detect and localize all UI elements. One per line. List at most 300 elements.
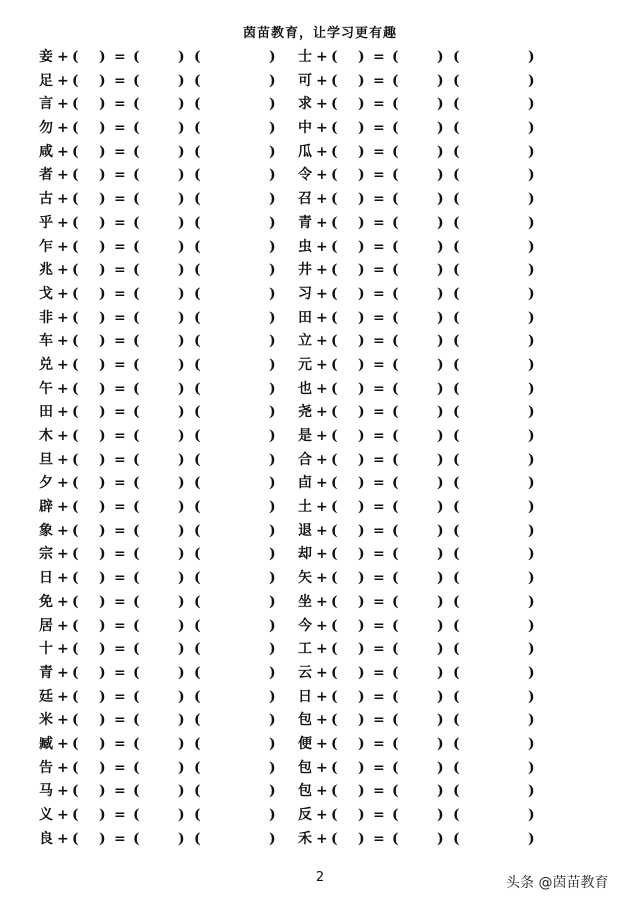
open-paren: (: [133, 262, 140, 279]
open-paren: (: [331, 759, 338, 776]
base-character: 田: [39, 404, 53, 421]
plus-sign: +: [57, 593, 69, 610]
open-paren: (: [133, 499, 140, 516]
equals-sign: =: [373, 262, 385, 279]
exercise-row: [39, 781, 289, 805]
equals-sign: =: [114, 475, 126, 492]
plus-sign: +: [57, 49, 69, 65]
exercise-row: [298, 758, 548, 782]
open-paren: (: [392, 759, 399, 776]
exercise-row: [39, 118, 289, 142]
open-paren: (: [194, 356, 201, 373]
plus-sign: +: [316, 72, 328, 89]
open-paren: (: [72, 191, 79, 208]
close-paren: ): [178, 238, 185, 255]
equals-sign: =: [114, 72, 126, 89]
equals-sign: =: [114, 356, 126, 373]
plus-sign: +: [57, 238, 69, 255]
open-paren: (: [392, 641, 399, 658]
close-paren: ): [269, 262, 276, 279]
open-paren: (: [453, 807, 460, 823]
close-paren: ): [269, 783, 276, 800]
open-paren: (: [331, 570, 338, 587]
equals-sign: =: [114, 380, 126, 397]
exercise-row: [39, 142, 289, 166]
close-paren: ): [99, 688, 106, 705]
base-character: 立: [298, 333, 312, 350]
base-character: 退: [298, 522, 312, 539]
equals-sign: =: [373, 688, 385, 705]
open-paren: (: [133, 428, 140, 444]
open-paren: (: [72, 72, 79, 89]
close-paren: ): [358, 285, 365, 302]
close-paren: ): [99, 807, 106, 823]
exercise-row: [298, 805, 548, 829]
close-paren: ): [269, 759, 276, 776]
exercise-row: [39, 47, 289, 71]
base-character: 咸: [39, 143, 53, 160]
open-paren: (: [133, 664, 140, 681]
close-paren: ): [178, 333, 185, 350]
base-character: 妾: [39, 49, 53, 65]
close-paren: ): [269, 333, 276, 350]
close-paren: ): [178, 428, 185, 444]
open-paren: (: [194, 712, 201, 729]
open-paren: (: [392, 428, 399, 444]
open-paren: (: [392, 593, 399, 610]
close-paren: ): [178, 72, 185, 89]
open-paren: (: [72, 735, 79, 752]
open-paren: (: [453, 735, 460, 752]
base-character: 田: [298, 309, 312, 326]
open-paren: (: [331, 167, 338, 184]
close-paren: ): [99, 499, 106, 516]
open-paren: (: [194, 309, 201, 326]
open-paren: (: [453, 688, 460, 705]
close-paren: ): [269, 664, 276, 681]
equals-sign: =: [373, 451, 385, 468]
open-paren: (: [194, 96, 201, 113]
open-paren: (: [72, 96, 79, 113]
equals-sign: =: [114, 49, 126, 65]
close-paren: ): [358, 333, 365, 350]
open-paren: (: [392, 688, 399, 705]
equals-sign: =: [114, 238, 126, 255]
close-paren: ): [437, 309, 444, 326]
plus-sign: +: [57, 499, 69, 516]
plus-sign: +: [316, 191, 328, 208]
open-paren: (: [194, 285, 201, 302]
exercise-row: [39, 355, 289, 379]
plus-sign: +: [316, 214, 328, 231]
equals-sign: =: [114, 333, 126, 350]
exercise-row: [298, 118, 548, 142]
base-character: 包: [298, 783, 312, 800]
exercise-row: [298, 521, 548, 545]
plus-sign: +: [316, 285, 328, 302]
equals-sign: =: [373, 72, 385, 89]
close-paren: ): [269, 285, 276, 302]
open-paren: (: [392, 262, 399, 279]
base-character: 瓜: [298, 143, 312, 160]
close-paren: ): [99, 380, 106, 397]
open-paren: (: [453, 49, 460, 65]
close-paren: ): [178, 262, 185, 279]
close-paren: ): [437, 783, 444, 800]
close-paren: ): [99, 262, 106, 279]
equals-sign: =: [373, 96, 385, 113]
close-paren: ): [437, 238, 444, 255]
open-paren: (: [453, 143, 460, 160]
close-paren: ): [437, 356, 444, 373]
open-paren: (: [72, 309, 79, 326]
close-paren: ): [358, 783, 365, 800]
close-paren: ): [99, 546, 106, 563]
open-paren: (: [133, 451, 140, 468]
equals-sign: =: [114, 735, 126, 752]
open-paren: (: [392, 830, 399, 847]
exercise-row: [298, 260, 548, 284]
open-paren: (: [392, 285, 399, 302]
close-paren: ): [358, 238, 365, 255]
open-paren: (: [72, 451, 79, 468]
exercise-row: [298, 592, 548, 616]
exercise-row: [298, 568, 548, 592]
plus-sign: +: [57, 285, 69, 302]
open-paren: (: [331, 285, 338, 302]
equals-sign: =: [373, 735, 385, 752]
close-paren: ): [269, 96, 276, 113]
equals-sign: =: [373, 830, 385, 847]
equals-sign: =: [114, 404, 126, 421]
open-paren: (: [453, 120, 460, 137]
close-paren: ): [178, 143, 185, 160]
equals-sign: =: [373, 214, 385, 231]
open-paren: (: [133, 96, 140, 113]
close-paren: ): [358, 309, 365, 326]
open-paren: (: [331, 712, 338, 729]
exercise-row: [39, 308, 289, 332]
close-paren: ): [358, 641, 365, 658]
base-character: 足: [39, 72, 53, 89]
open-paren: (: [392, 143, 399, 160]
close-paren: ): [99, 830, 106, 847]
open-paren: (: [72, 333, 79, 350]
close-paren: ): [358, 143, 365, 160]
plus-sign: +: [57, 333, 69, 350]
base-character: 非: [39, 309, 53, 326]
close-paren: ): [269, 475, 276, 492]
open-paren: (: [133, 593, 140, 610]
close-paren: ): [99, 167, 106, 184]
open-paren: (: [72, 617, 79, 634]
open-paren: (: [392, 333, 399, 350]
open-paren: (: [133, 191, 140, 208]
close-paren: ): [269, 712, 276, 729]
open-paren: (: [331, 593, 338, 610]
open-paren: (: [194, 664, 201, 681]
close-paren: ): [99, 522, 106, 539]
close-paren: ): [437, 333, 444, 350]
open-paren: (: [331, 451, 338, 468]
open-paren: (: [453, 664, 460, 681]
open-paren: (: [194, 238, 201, 255]
equals-sign: =: [373, 309, 385, 326]
open-paren: (: [453, 499, 460, 516]
plus-sign: +: [316, 712, 328, 729]
plus-sign: +: [316, 735, 328, 752]
close-paren: ): [178, 664, 185, 681]
open-paren: (: [392, 356, 399, 373]
base-character: 廷: [39, 688, 53, 705]
close-paren: ): [437, 120, 444, 137]
equals-sign: =: [114, 309, 126, 326]
close-paren: ): [437, 499, 444, 516]
close-paren: ): [437, 641, 444, 658]
open-paren: (: [133, 570, 140, 587]
open-paren: (: [194, 759, 201, 776]
equals-sign: =: [373, 807, 385, 823]
open-paren: (: [392, 167, 399, 184]
close-paren: ): [178, 120, 185, 137]
exercise-row: [298, 497, 548, 521]
exercise-row: [298, 639, 548, 663]
open-paren: (: [331, 641, 338, 658]
exercise-row: [39, 710, 289, 734]
exercise-row: [39, 616, 289, 640]
equals-sign: =: [114, 167, 126, 184]
open-paren: (: [331, 404, 338, 421]
equals-sign: =: [114, 830, 126, 847]
close-paren: ): [437, 262, 444, 279]
close-paren: ): [178, 96, 185, 113]
close-paren: ): [269, 522, 276, 539]
exercise-row: [298, 829, 548, 853]
base-character: 包: [298, 712, 312, 729]
close-paren: ): [528, 570, 535, 587]
close-paren: ): [528, 830, 535, 847]
base-character: 土: [298, 499, 312, 516]
exercise-row: [39, 473, 289, 497]
plus-sign: +: [316, 356, 328, 373]
exercise-row: [298, 687, 548, 711]
exercise-row: [298, 47, 548, 71]
close-paren: ): [99, 72, 106, 89]
base-character: 尧: [298, 404, 312, 421]
open-paren: (: [453, 404, 460, 421]
open-paren: (: [72, 238, 79, 255]
close-paren: ): [269, 546, 276, 563]
equals-sign: =: [114, 428, 126, 444]
equals-sign: =: [114, 641, 126, 658]
plus-sign: +: [316, 499, 328, 516]
open-paren: (: [392, 380, 399, 397]
equals-sign: =: [114, 143, 126, 160]
open-paren: (: [331, 735, 338, 752]
right-exercise-column: [298, 47, 548, 852]
open-paren: (: [453, 380, 460, 397]
close-paren: ): [358, 570, 365, 587]
close-paren: ): [358, 688, 365, 705]
open-paren: (: [194, 428, 201, 444]
open-paren: (: [194, 593, 201, 610]
open-paren: (: [194, 641, 201, 658]
plus-sign: +: [57, 617, 69, 634]
open-paren: (: [453, 641, 460, 658]
plus-sign: +: [316, 522, 328, 539]
close-paren: ): [528, 617, 535, 634]
close-paren: ): [269, 617, 276, 634]
plus-sign: +: [57, 451, 69, 468]
close-paren: ): [269, 72, 276, 89]
open-paren: (: [453, 428, 460, 444]
equals-sign: =: [373, 333, 385, 350]
plus-sign: +: [57, 830, 69, 847]
plus-sign: +: [316, 333, 328, 350]
base-character: 卣: [298, 475, 312, 492]
exercise-row: [298, 426, 548, 450]
exercise-row: [298, 473, 548, 497]
close-paren: ): [528, 356, 535, 373]
close-paren: ): [99, 428, 106, 444]
close-paren: ): [437, 380, 444, 397]
exercise-row: [39, 758, 289, 782]
equals-sign: =: [373, 641, 385, 658]
page-header: 茵苗教育，让学习更有趣: [242, 26, 397, 41]
equals-sign: =: [373, 570, 385, 587]
plus-sign: +: [316, 570, 328, 587]
close-paren: ): [528, 143, 535, 160]
exercise-row: [298, 213, 548, 237]
open-paren: (: [331, 499, 338, 516]
close-paren: ): [437, 830, 444, 847]
exercise-row: [298, 734, 548, 758]
equals-sign: =: [114, 96, 126, 113]
open-paren: (: [453, 333, 460, 350]
close-paren: ): [178, 570, 185, 587]
close-paren: ): [99, 664, 106, 681]
open-paren: (: [392, 214, 399, 231]
open-paren: (: [331, 214, 338, 231]
plus-sign: +: [316, 807, 328, 823]
open-paren: (: [194, 120, 201, 137]
close-paren: ): [99, 333, 106, 350]
exercise-row: [298, 355, 548, 379]
close-paren: ): [99, 641, 106, 658]
base-character: 便: [298, 735, 312, 752]
base-character: 乎: [39, 214, 53, 231]
open-paren: (: [72, 664, 79, 681]
plus-sign: +: [316, 238, 328, 255]
exercise-row: [298, 402, 548, 426]
close-paren: ): [99, 214, 106, 231]
open-paren: (: [331, 783, 338, 800]
close-paren: ): [528, 404, 535, 421]
close-paren: ): [178, 617, 185, 634]
close-paren: ): [269, 143, 276, 160]
open-paren: (: [194, 830, 201, 847]
close-paren: ): [358, 759, 365, 776]
plus-sign: +: [316, 783, 328, 800]
open-paren: (: [331, 380, 338, 397]
plus-sign: +: [316, 617, 328, 634]
close-paren: ): [528, 49, 535, 65]
exercise-row: [39, 426, 289, 450]
plus-sign: +: [57, 167, 69, 184]
open-paren: (: [133, 475, 140, 492]
close-paren: ): [178, 759, 185, 776]
plus-sign: +: [316, 49, 328, 65]
close-paren: ): [437, 617, 444, 634]
open-paren: (: [72, 712, 79, 729]
close-paren: ): [178, 830, 185, 847]
exercise-row: [39, 71, 289, 95]
open-paren: (: [331, 356, 338, 373]
close-paren: ): [358, 96, 365, 113]
close-paren: ): [528, 167, 535, 184]
open-paren: (: [194, 191, 201, 208]
equals-sign: =: [373, 664, 385, 681]
open-paren: (: [72, 428, 79, 444]
close-paren: ): [528, 238, 535, 255]
open-paren: (: [72, 214, 79, 231]
close-paren: ): [528, 309, 535, 326]
equals-sign: =: [373, 191, 385, 208]
close-paren: ): [358, 451, 365, 468]
close-paren: ): [269, 499, 276, 516]
base-character: 良: [39, 830, 53, 847]
plus-sign: +: [316, 451, 328, 468]
base-character: 元: [298, 356, 312, 373]
equals-sign: =: [114, 262, 126, 279]
open-paren: (: [72, 593, 79, 610]
open-paren: (: [331, 428, 338, 444]
open-paren: (: [133, 807, 140, 823]
exercise-row: [39, 663, 289, 687]
close-paren: ): [358, 191, 365, 208]
open-paren: (: [194, 807, 201, 823]
close-paren: ): [269, 380, 276, 397]
close-paren: ): [99, 356, 106, 373]
open-paren: (: [194, 214, 201, 231]
open-paren: (: [392, 522, 399, 539]
exercise-row: [298, 308, 548, 332]
plus-sign: +: [57, 712, 69, 729]
close-paren: ): [358, 167, 365, 184]
open-paren: (: [453, 214, 460, 231]
equals-sign: =: [114, 120, 126, 137]
left-exercise-column: [39, 47, 289, 852]
base-character: 居: [39, 617, 53, 634]
close-paren: ): [358, 380, 365, 397]
open-paren: (: [133, 285, 140, 302]
open-paren: (: [453, 759, 460, 776]
plus-sign: +: [316, 309, 328, 326]
plus-sign: +: [316, 664, 328, 681]
exercise-row: [39, 331, 289, 355]
open-paren: (: [453, 522, 460, 539]
open-paren: (: [194, 404, 201, 421]
close-paren: ): [178, 593, 185, 610]
equals-sign: =: [373, 143, 385, 160]
close-paren: ): [358, 356, 365, 373]
close-paren: ): [528, 759, 535, 776]
base-character: 辟: [39, 499, 53, 516]
plus-sign: +: [57, 759, 69, 776]
close-paren: ): [99, 759, 106, 776]
base-character: 言: [39, 96, 53, 113]
close-paren: ): [528, 783, 535, 800]
